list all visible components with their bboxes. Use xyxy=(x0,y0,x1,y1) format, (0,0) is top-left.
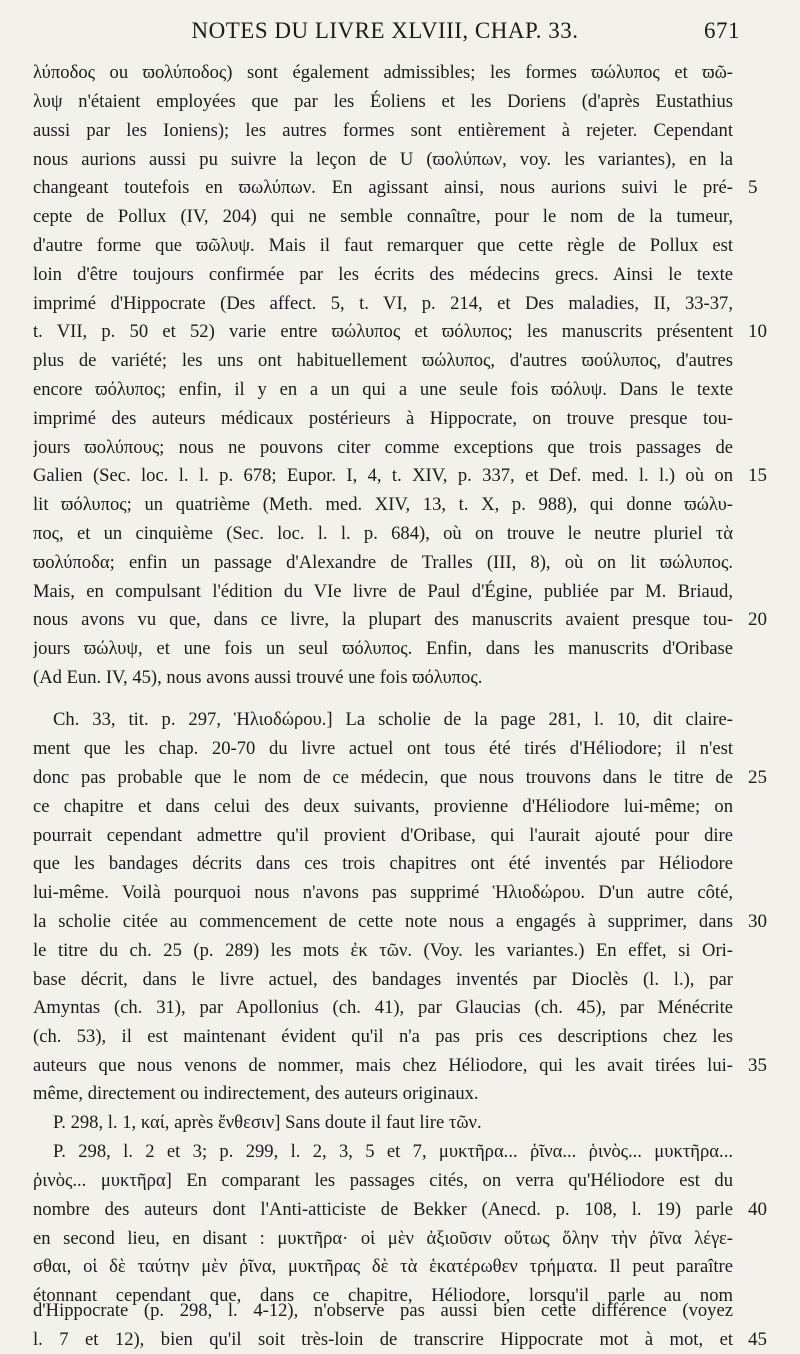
text-line: nous aurions aussi pu suivre la leçon de U (ϖολύπων, voy. les variantes), en la xyxy=(33,149,733,170)
line-number: 30 xyxy=(748,911,767,932)
text-line: nombre des auteurs dont l'Anti-atticiste de Bekker (Anecd. p. 108, l. 19) parle xyxy=(33,1199,733,1220)
text-line: λύποδος ou ϖολύποδος) sont également admissibles; les formes ϖώλυπος et ϖῶ- xyxy=(33,62,733,83)
text-line: Ch. 33, tit. p. 297, Ἡλιοδώρου.] La scholie de la page 281, l. 10, dit claire- xyxy=(53,709,733,730)
text-line: nous avons vu que, dans ce livre, la plupart des manuscrits avaient presque tou- xyxy=(33,609,733,630)
text-line: aussi par les Ioniens); les autres formes sont entièrement à rejeter. Cependant xyxy=(33,120,733,141)
text-line: ϖολύποδα; enfin un passage d'Alexandre de Tralles (III, 8), où on lit ϖώλυπος. xyxy=(33,552,733,573)
text-line: (ch. 53), il est maintenant évident qu'il n'a pas pris ces descriptions chez les xyxy=(33,1026,733,1047)
text-line: ῥινὸς... μυκτῆρα] En comparant les passages cités, on verra qu'Héliodore est du xyxy=(33,1170,733,1191)
line-number: 5 xyxy=(748,177,758,198)
text-line: ce chapitre et dans celui des deux suivants, provienne d'Héliodore lui-même; on xyxy=(33,796,733,817)
text-line: loin d'être toujours confirmée par les écrits des médecins grecs. Ainsi le texte xyxy=(33,264,733,285)
text-line: étonnant cependant que, dans ce chapitre, Héliodore, lorsqu'il parle au nom xyxy=(33,1285,733,1306)
running-title: NOTES DU LIVRE XLVIII, CHAP. 33. xyxy=(191,18,579,43)
text-line: l. 7 et 12), bien qu'il soit très-loin de transcrire Hippocrate mot à mot, et xyxy=(33,1329,733,1351)
line-number: 20 xyxy=(748,609,767,630)
line-number: 45 xyxy=(748,1329,767,1351)
text-line: cepte de Pollux (IV, 204) qui ne semble connaître, pour le nom de la tumeur, xyxy=(33,206,733,227)
line-number: 15 xyxy=(748,465,767,486)
running-header xyxy=(0,18,800,52)
text-line: d'Hippocrate (p. 298, l. 4-12), n'observe pas aussi bien cette différence (voyez xyxy=(33,1300,733,1322)
text-line: lit ϖόλυπος; un quatrième (Meth. med. XIV, 13, t. X, p. 988), qui donne ϖώλυ- xyxy=(33,494,733,515)
text-line: t. VII, p. 50 et 52) varie entre ϖώλυπος et ϖόλυπος; les manuscrits présentent xyxy=(33,321,733,342)
text-line: P. 298, l. 1, καί, après ἔνθεσιν] Sans doute il faut lire τῶν. xyxy=(53,1112,482,1133)
text-line: πος, et un cinquième (Sec. loc. l. l. p. 684), où on trouve le neutre pluriel τὰ xyxy=(33,523,733,544)
line-number: 10 xyxy=(748,321,767,342)
text-line: jours ϖολύπους; nous ne pouvons citer comme exceptions que trois passages de xyxy=(33,437,733,458)
text-line: donc pas probable que le nom de ce médecin, que nous trouvons dans le titre de xyxy=(33,767,733,788)
line-number: 25 xyxy=(748,767,767,788)
text-line: la scholie citée au commencement de cette note nous a engagés à supprimer, dans xyxy=(33,911,733,932)
line-number: 40 xyxy=(748,1199,767,1220)
text-line: jours ϖώλυψ, et une fois un seul ϖόλυπος. Enfin, dans les manuscrits d'Oribase xyxy=(33,638,733,659)
text-line: Galien (Sec. loc. l. l. p. 678; Eupor. I, 4, t. XIV, p. 337, et Def. med. l. l.) où on xyxy=(33,465,733,486)
text-line: auteurs que nous venons de nommer, mais chez Héliodore, qui les avait tirées lui- xyxy=(33,1055,733,1076)
page-number: 671 xyxy=(704,18,740,43)
text-line: lui-même. Voilà pourquoi nous n'avons pas supprimé Ἡλιοδώρου. D'un autre côté, xyxy=(33,882,733,903)
text-line: (Ad Eun. IV, 45), nous avons aussi trouvé une fois ϖόλυπος. xyxy=(33,667,483,688)
text-line: Amyntas (ch. 31), par Apollonius (ch. 41), par Glaucias (ch. 45), par Ménécrite xyxy=(33,997,733,1018)
text-line: Mais, en compulsant l'édition du VIe livre de Paul d'Égine, publiée par M. Briaud, xyxy=(33,581,733,602)
text-line: ment que les chap. 20-70 du livre actuel ont tous été tirés d'Héliodore; il n'est xyxy=(33,738,733,759)
text-line: σθαι, οἱ δὲ ταύτην μὲν ῥῖνα, μυκτῆρας δὲ τὰ ἑκατέρωθεν τρήματα. Il peut paraître xyxy=(33,1256,733,1277)
text-line: plus de variété; les uns ont habituellement ϖώλυπος, d'autres ϖούλυπος, d'autres xyxy=(33,350,733,371)
line-number: 35 xyxy=(748,1055,767,1076)
text-line: base décrit, dans le livre actuel, des bandages inventés par Dioclès (l. l.), par xyxy=(33,969,733,990)
text-line: même, directement ou indirectement, des auteurs originaux. xyxy=(33,1083,479,1104)
text-line: pourrait cependant admettre qu'il provient d'Oribase, qui l'aurait ajouté pour dire xyxy=(33,825,733,846)
text-line: λυψ n'étaient employées que par les Éoliens et les Doriens (d'après Eustathius xyxy=(33,91,733,112)
text-line: imprimé d'Hippocrate (Des affect. 5, t. VI, p. 214, et Des maladies, II, 33-37, xyxy=(33,293,733,314)
text-line: d'autre forme que ϖῶλυψ. Mais il faut remarquer que cette règle de Pollux est xyxy=(33,235,733,256)
text-line: en second lieu, en disant : μυκτῆρα· οἱ μὲν ἀξιοῦσιν οὕτως ὅλην τὴν ῥῖνα λέγε- xyxy=(33,1228,733,1249)
text-line: P. 298, l. 2 et 3; p. 299, l. 2, 3, 5 et 7, μυκτῆρα... ῥῖνα... ῥινὸς... μυκτῆρα... xyxy=(53,1141,733,1162)
text-line: le titre du ch. 25 (p. 289) les mots ἐκ τῶν. (Voy. les variantes.) En effet, si Ori- xyxy=(33,940,733,961)
text-line: changeant toutefois en ϖωλύπων. En agissant ainsi, nous aurions suivi le pré- xyxy=(33,177,733,198)
text-line: encore ϖόλυπος; enfin, il y en a un qui a une seule fois ϖόλυψ. Dans le texte xyxy=(33,379,733,400)
text-line: que les bandages décrits dans ces trois chapitres ont été inventés par Héliodore xyxy=(33,853,733,874)
text-line: imprimé des auteurs médicaux postérieurs à Hippocrate, on trouve presque tou- xyxy=(33,408,733,429)
